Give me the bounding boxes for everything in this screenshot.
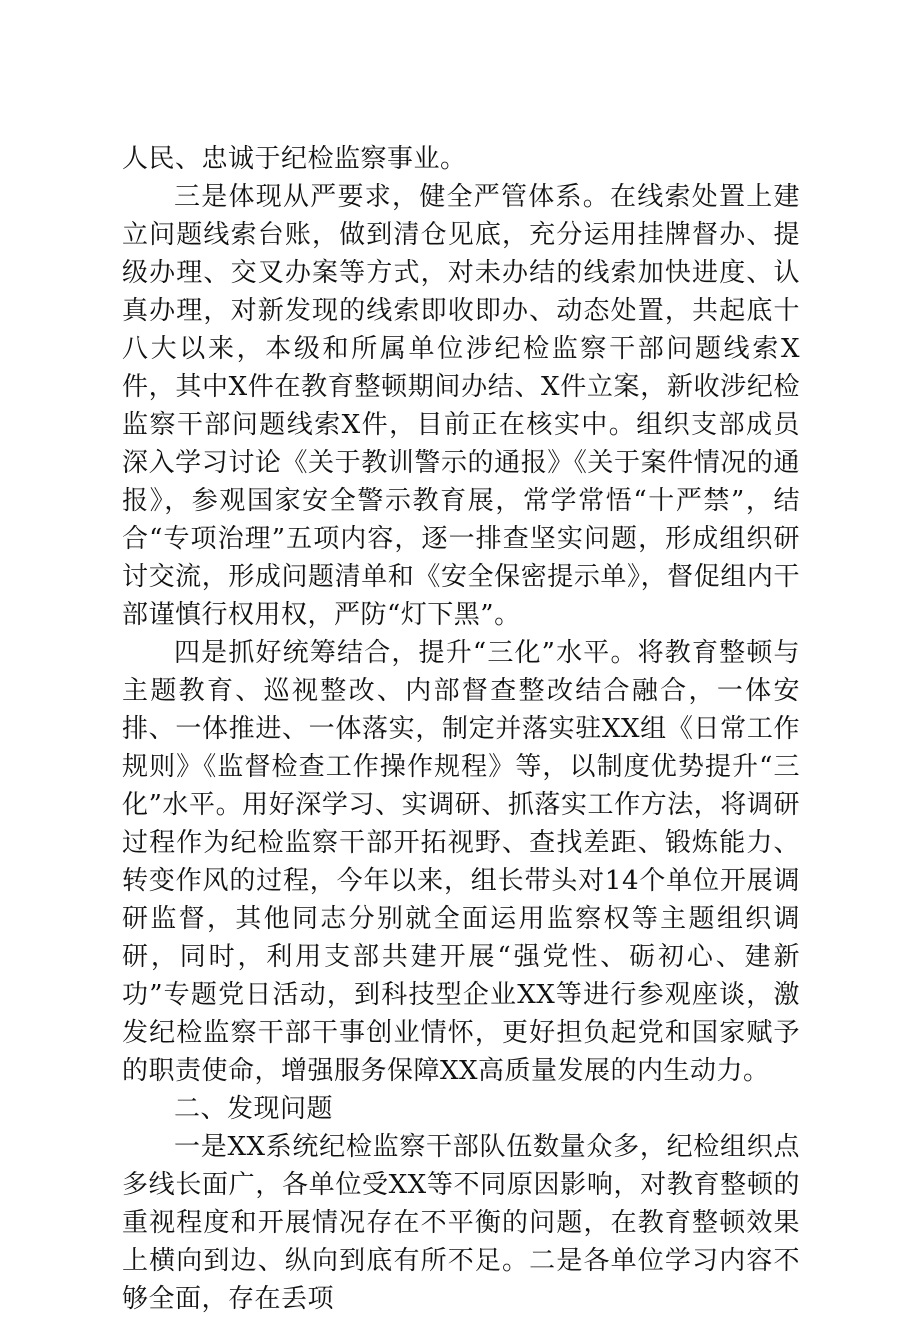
section-heading: 二、发现问题 — [174, 1094, 334, 1124]
paragraph-coordination: 四是抓好统筹结合，提升“三化”水平。将教育整顿与主题教育、巡视整改、内部督查整改结合融合，一体安排、一体推进、一体落实，制定并落实驻XX组《日常工作规则》《监督检查工作操作规程》等，以制度优势提升“三化”水平。用好深学习、实调研、抓落实工作方法，将调研过程作为纪检监察干部开拓视野、查找差距、锻炼能力、转变作风的过程，今年以来，组长带头对14个单位开展调研监督，其他同志分别就全面运用监察权等主题组织调研，同时，利用支部共建开展“强党性、砺初心、建新功”专题党日活动，到科技型企业XX等进行参观座谈，激发纪检监察干部干事创业情怀，更好担负起党和国家赋予的职责使命，增强服务保障XX高质量发展的内生动力。 — [122, 638, 800, 1086]
paragraph-problems: 一是XX系统纪检监察干部队伍数量众多，纪检组织点多线长面广，各单位受XX等不同原因影响，对教育整顿的重视程度和开展情况存在不平衡的问题，在教育整顿效果上横向到边、纵向到底有所不足。二是各单位学习内容不够全面，存在丢项 — [122, 1132, 800, 1314]
paragraph-continuation: 人民、忠诚于纪检监察事业。 — [122, 144, 467, 174]
document-body — [122, 140, 800, 1318]
paragraph-strict-requirements: 三是体现从严要求，健全严管体系。在线索处置上建立问题线索台账，做到清仓见底，充分运用挂牌督办、提级办理、交叉办案等方式，对未办结的线索加快进度、认真办理，对新发现的线索即收即办、动态处置，共起底十八大以来，本级和所属单位涉纪检监察干部问题线索X件，其中X件在教育整顿期间办结、X件立案，新收涉纪检监察干部问题线索X件，目前正在核实中。组织支部成员深入学习讨论《关于教训警示的通报》《关于案件情况的通报》，参观国家安全警示教育展，常学常悟“十严禁”，结合“专项治理”五项内容，逐一排查坚实问题，形成组织研讨交流，形成问题清单和《安全保密提示单》，督促组内干部谨慎行权用权，严防“灯下黑”。 — [122, 182, 800, 630]
